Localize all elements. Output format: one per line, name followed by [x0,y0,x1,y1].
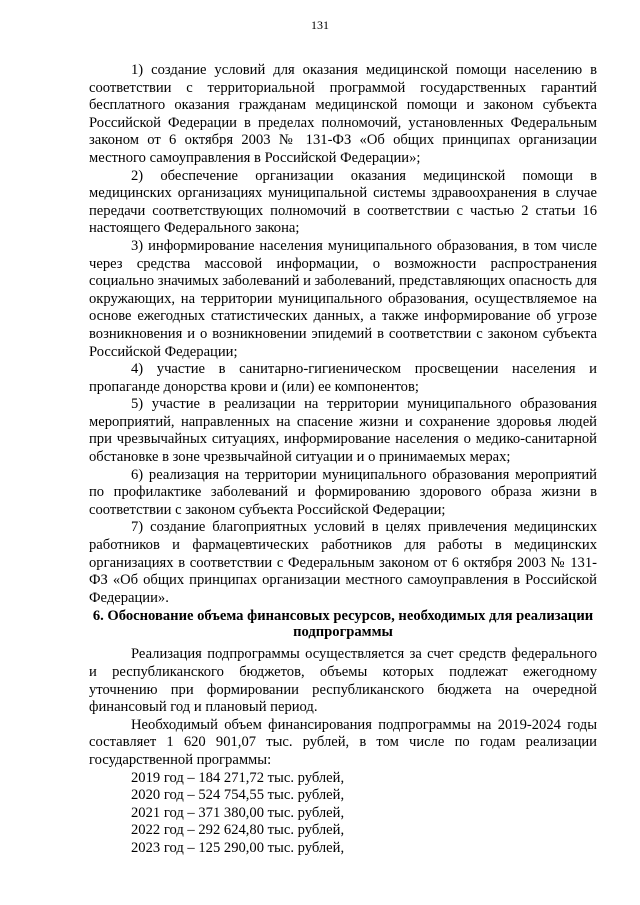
section-heading: 6. Обоснование объема финансовых ресурсов, необходимых для реализации подпрограммы [92,608,594,640]
document-body [89,62,597,858]
list-item-3: 3) информирование населения муниципального образования, в том числе через средства массовой информации, о возможности распространения социально значимых заболеваний и заболеваний, представляющих опасность для окружающих, на территории муниципального образования, осуществляемое на основе ежегодных статистических данных, а также информирование об угрозе возникновения и о возникновении эпидемий в соответствии с законом субъекта Российской Федерации; [89,237,598,360]
list-item-1: 1) создание условий для оказания медицинской помощи населению в соответствии с территориальной программой государственных гарантий бесплатного оказания гражданам медицинской помощи и законом субъекта Российской Федерации в пределах полномочий, установленных Федеральным законом от 6 октября 2003 № 131-ФЗ «Об общих принципах организации местного самоуправления в Российской Федерации»; [89,62,597,166]
year-line-2022: 2022 год – 292 624,80 тыс. рублей, [131,822,345,839]
list-item-6: 6) реализация на территории муниципального образования мероприятий по профилактике заболеваний и формированию здорового образа жизни в соответствии с законом субъекта Российской Федерации; [89,466,597,518]
funding-paragraph-1: Реализация подпрограммы осуществляется за счет средств федерального и республиканского бюджетов, объемы которых подлежат ежегодному уточнению при формировании республиканского бюджета на очередной финансовый год и плановый период. [89,646,597,716]
year-line-2020: 2020 год – 524 754,55 тыс. рублей, [131,787,345,804]
list-item-5: 5) участие в реализации на территории муниципального образования мероприятий, направленных на спасение жизни и сохранение здоровья людей при чрезвычайных ситуациях, информирование населения о медико-санитарной обстановке в зоне чрезвычайной ситуации и о принимаемых мерах; [89,396,597,466]
year-line-2019: 2019 год – 184 271,72 тыс. рублей, [131,769,345,786]
page-number: 131 [311,18,329,32]
year-line-2023: 2023 год – 125 290,00 тыс. рублей, [131,839,345,856]
list-item-4: 4) участие в санитарно-гигиеническом просвещении населения и пропаганде донорства крови и (или) ее компонентов; [89,361,597,395]
list-item-7: 7) создание благоприятных условий в целях привлечения медицинских работников и фармацевтических работников для работы в медицинских организациях в соответствии с Федеральным законом от 6 октября 2003 № 131-ФЗ «Об общих принципах организации местного самоуправления в Российской Федерации». [89,519,597,606]
list-item-2: 2) обеспечение организации оказания медицинской помощи в медицинских организациях муниципальной системы здравоохранения в случае передачи соответствующих полномочий в соответствии с частью 2 статьи 16 настоящего Федерального закона; [89,167,597,237]
year-line-2021: 2021 год – 371 380,00 тыс. рублей, [131,804,345,821]
funding-paragraph-2: Необходимый объем финансирования подпрограммы на 2019-2024 годы составляет 1 620 901,07 тыс. рублей, в том числе по годам реализации государственной программы: [89,716,597,768]
